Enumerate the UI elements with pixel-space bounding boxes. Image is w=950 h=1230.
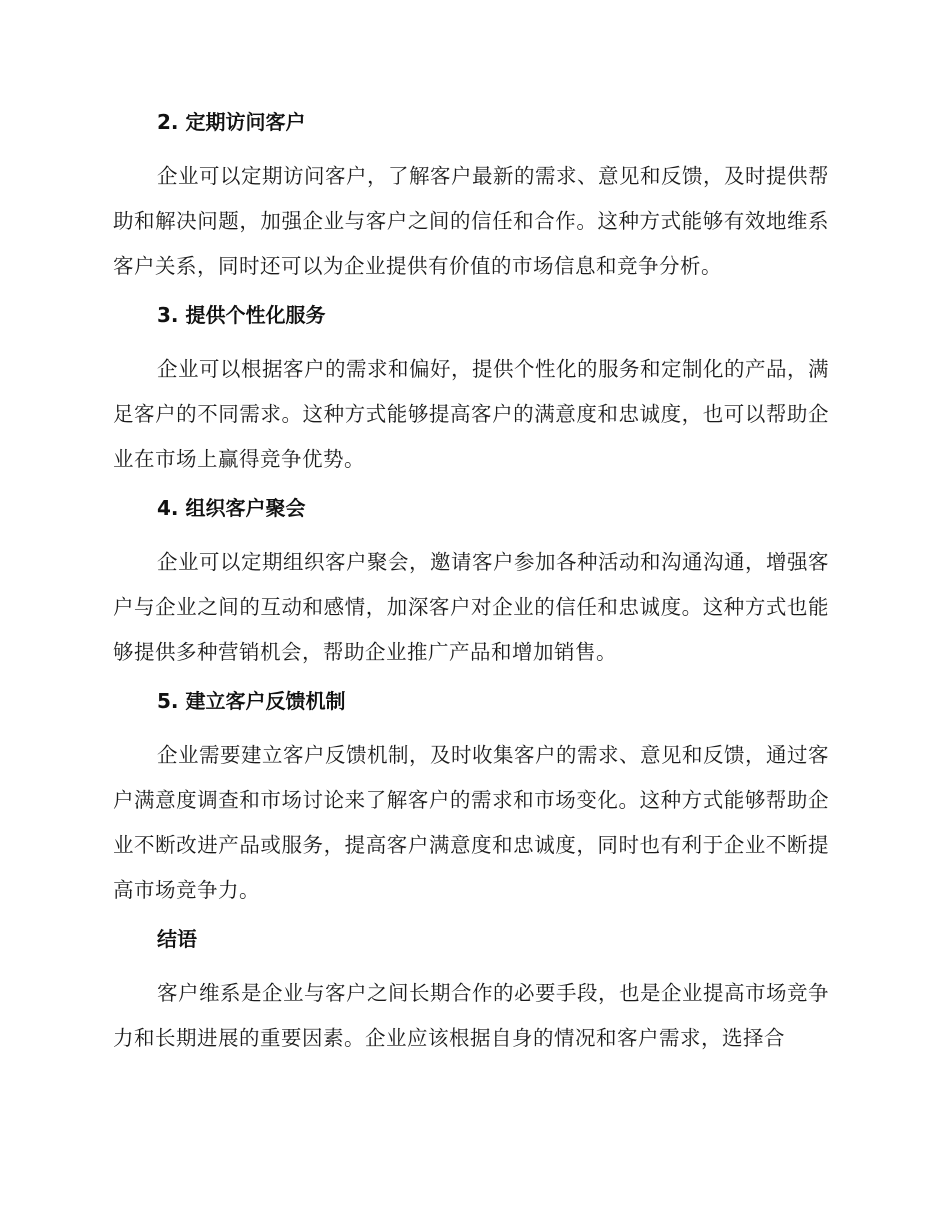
section-heading: 4. 组织客户聚会 xyxy=(157,496,306,520)
section-paragraph: 企业需要建立客户反馈机制，及时收集客户的需求、意见和反馈，通过客户满意度调查和市场讨论来了解客户的需求和市场变化。这种方式能够帮助企业不断改进产品或服务，提高客户满意度和忠诚度，同时也有利于企业不断提高市场竞争力。 xyxy=(113,743,829,902)
section-conclusion xyxy=(113,925,829,1061)
section-paragraph: 企业可以根据客户的需求和偏好，提供个性化的服务和定制化的产品，满足客户的不同需求。这种方式能够提高客户的满意度和忠诚度，也可以帮助企业在市场上赢得竞争优势。 xyxy=(113,357,829,471)
section-regular-visits xyxy=(113,108,829,289)
section-paragraph: 企业可以定期访问客户，了解客户最新的需求、意见和反馈，及时提供帮助和解决问题，加强企业与客户之间的信任和合作。这种方式能够有效地维系客户关系，同时还可以为企业提供有价值的市场信息和竞争分析。 xyxy=(113,164,829,278)
section-paragraph: 企业可以定期组织客户聚会，邀请客户参加各种活动和沟通沟通，增强客户与企业之间的互动和感情，加深客户对企业的信任和忠诚度。这种方式也能够提供多种营销机会，帮助企业推广产品和增加销售。 xyxy=(113,550,829,664)
section-paragraph: 客户维系是企业与客户之间长期合作的必要手段，也是企业提高市场竞争力和长期进展的重要因素。企业应该根据自身的情况和客户需求，选择合 xyxy=(113,981,829,1050)
section-heading: 3. 提供个性化服务 xyxy=(157,303,326,327)
section-heading: 2. 定期访问客户 xyxy=(157,110,306,134)
section-heading: 结语 xyxy=(157,927,197,951)
document-page xyxy=(113,108,829,1073)
section-heading: 5. 建立客户反馈机制 xyxy=(157,689,346,713)
section-feedback-mechanism xyxy=(113,687,829,913)
section-customer-gathering xyxy=(113,494,829,675)
section-personalized-service xyxy=(113,301,829,482)
